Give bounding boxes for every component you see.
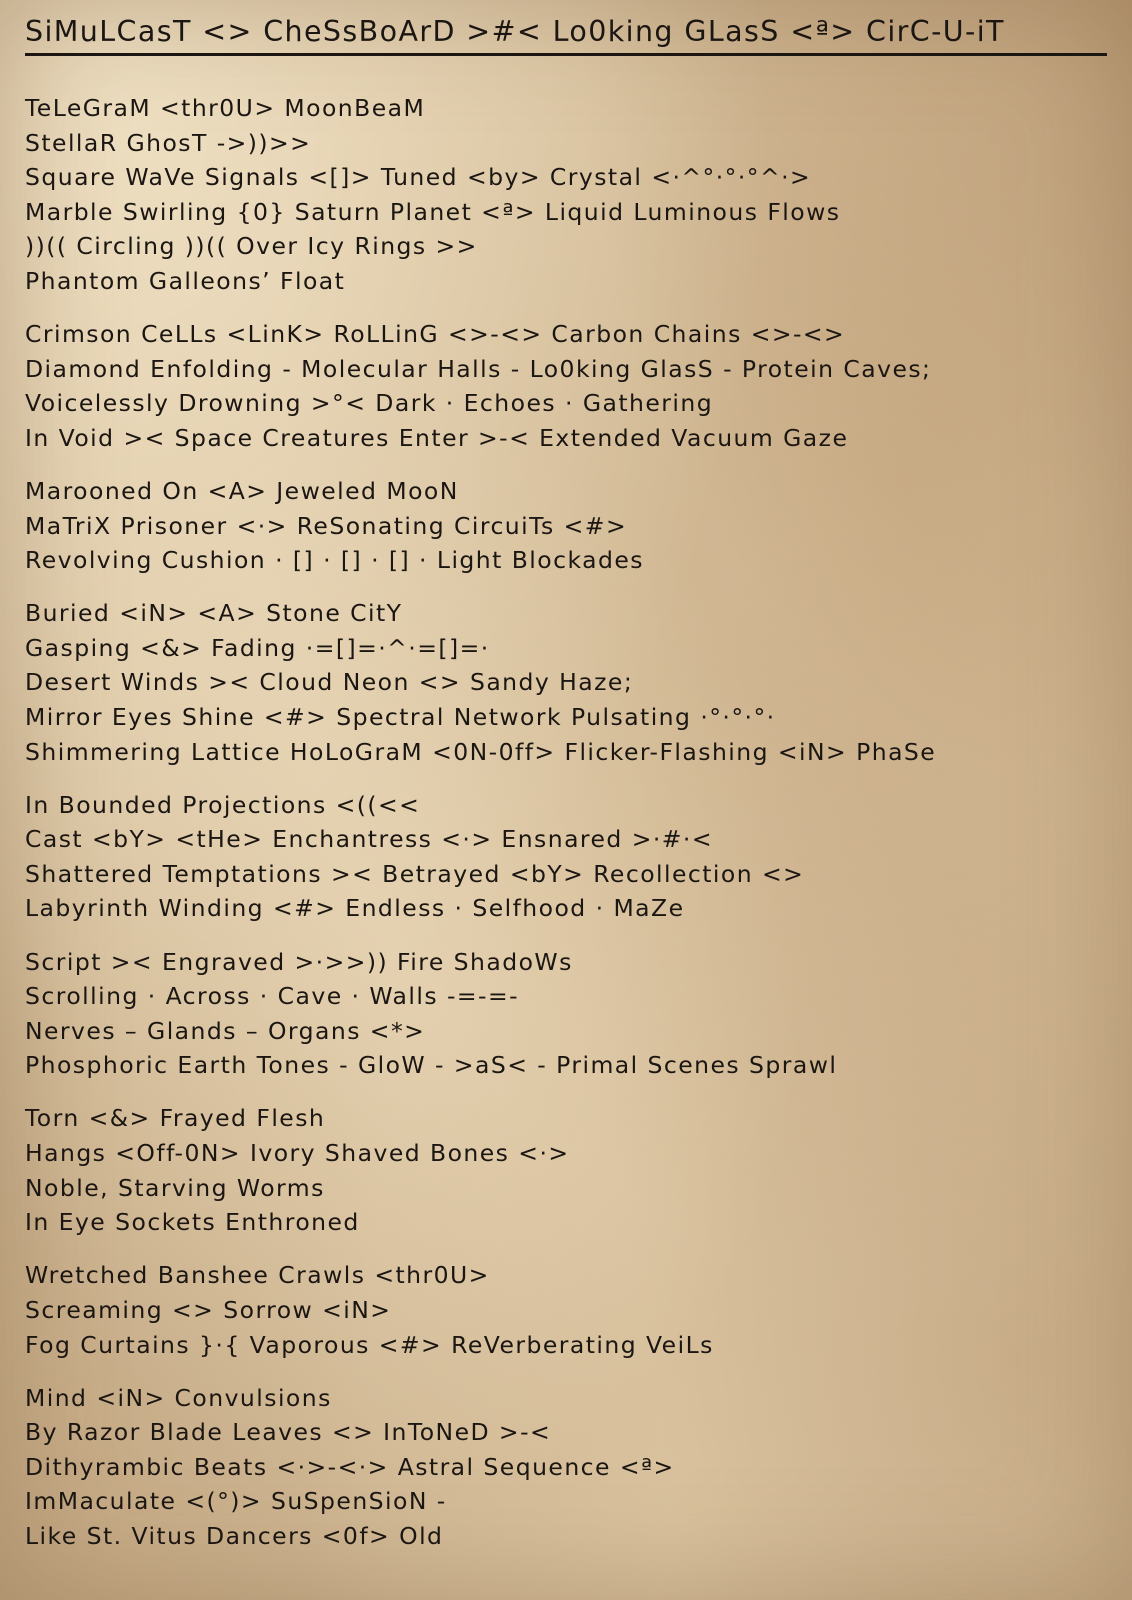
poem-line: Cast <bY> <tHe> Enchantress <·> Ensnared >·#·<	[25, 825, 713, 854]
poem-line: Fog Curtains }·{ Vaporous <#> ReVerberating VeiLs	[25, 1330, 714, 1359]
poem-line: Revolving Cushion · [] · [] · [] · Light Blockades	[25, 546, 644, 575]
stanza	[25, 788, 1107, 926]
poem-line: Shattered Temptations >< Betrayed <bY> Recollection <>	[25, 859, 805, 888]
poem-line: Labyrinth Winding <#> Endless · Selfhood · MaZe	[25, 894, 685, 923]
poem-line: Buried <iN> <A> Stone CitY	[25, 599, 403, 628]
stanza	[25, 945, 1107, 1083]
poem-line: Diamond Enfolding - Molecular Halls - Lo0king GlasS - Protein Caves;	[25, 354, 932, 383]
poem-line: Crimson CeLLs <LinK> RoLLinG <>-<> Carbon Chains <>-<>	[25, 320, 846, 349]
poem-line: Marooned On <A> Jeweled MooN	[25, 476, 459, 505]
title-underline	[25, 53, 1107, 56]
stanza	[25, 596, 1107, 769]
poem-title: SiMuLCasT <> CheSsBoArD >#< Lo0king GLasS <ª> CirC-U-iT	[25, 15, 1005, 48]
poem-line: StellaR GhosT ->))>>	[25, 128, 312, 157]
poem-line: Phantom Galleons’ Float	[25, 266, 346, 295]
poem-line: Hangs <Off-0N> Ivory Shaved Bones <·>	[25, 1139, 570, 1168]
poem-line: ImMaculate <(°)> SuSpenSioN -	[25, 1487, 447, 1516]
poem-line: Phosphoric Earth Tones - GloW - >aS< - Primal Scenes Sprawl	[25, 1051, 838, 1080]
poem-line: Marble Swirling {0} Saturn Planet <ª> Liquid Luminous Flows	[25, 197, 841, 226]
stanza	[25, 474, 1107, 578]
poem-line: In Bounded Projections <((<<	[25, 790, 421, 819]
poem-line: By Razor Blade Leaves <> InToNeD >-<	[25, 1418, 552, 1447]
poem-line: Torn <&> Frayed Flesh	[25, 1104, 326, 1133]
poem-line: ))(( Circling ))(( Over Icy Rings >>	[25, 232, 478, 261]
poem-line: Script >< Engraved >·>>)) Fire ShadoWs	[25, 947, 573, 976]
poem-line: Gasping <&> Fading ·=[]=·^·=[]=·	[25, 633, 490, 662]
poem-line: Mirror Eyes Shine <#> Spectral Network Pulsating ·°·°·°·	[25, 703, 776, 731]
poem-line: Noble, Starving Worms	[25, 1173, 325, 1202]
poem-line: In Void >< Space Creatures Enter >-< Extended Vacuum Gaze	[25, 423, 849, 452]
poem-line: Desert Winds >< Cloud Neon <> Sandy Haze;	[25, 668, 634, 697]
poem-line: Nerves – Glands – Organs <*>	[25, 1016, 426, 1045]
stanza	[25, 1101, 1107, 1239]
poem-line: Like St. Vitus Dancers <0f> Old	[25, 1521, 444, 1550]
poem-line: Screaming <> Sorrow <iN>	[25, 1295, 392, 1324]
poem-line: Voicelessly Drowning >°< Dark · Echoes · Gathering	[25, 389, 714, 418]
stanza	[25, 1258, 1107, 1362]
stanza	[25, 91, 1107, 299]
poem-line: Square WaVe Signals <[]> Tuned <by> Crystal <·^°·°·°^·>	[25, 163, 812, 192]
poem-line: MaTriX Prisoner <·> ReSonating CircuiTs <#>	[25, 511, 628, 540]
stanza	[25, 1381, 1107, 1554]
poem-body	[25, 91, 1107, 1572]
poem-line: In Eye Sockets Enthroned	[25, 1208, 360, 1237]
poem-line: Dithyrambic Beats <·>-<·> Astral Sequence <ª>	[25, 1452, 675, 1481]
stanza	[25, 317, 1107, 455]
poem-line: Wretched Banshee Crawls <thr0U>	[25, 1261, 490, 1290]
poem-line: TeLeGraM <thr0U> MoonBeaM	[25, 94, 426, 122]
poem-line: Mind <iN> Convulsions	[25, 1383, 332, 1412]
poem-line: Scrolling · Across · Cave · Walls -=-=-	[25, 982, 520, 1011]
poem-line: Shimmering Lattice HoLoGraM <0N-0ff> Flicker-Flashing <iN> PhaSe	[25, 737, 937, 766]
